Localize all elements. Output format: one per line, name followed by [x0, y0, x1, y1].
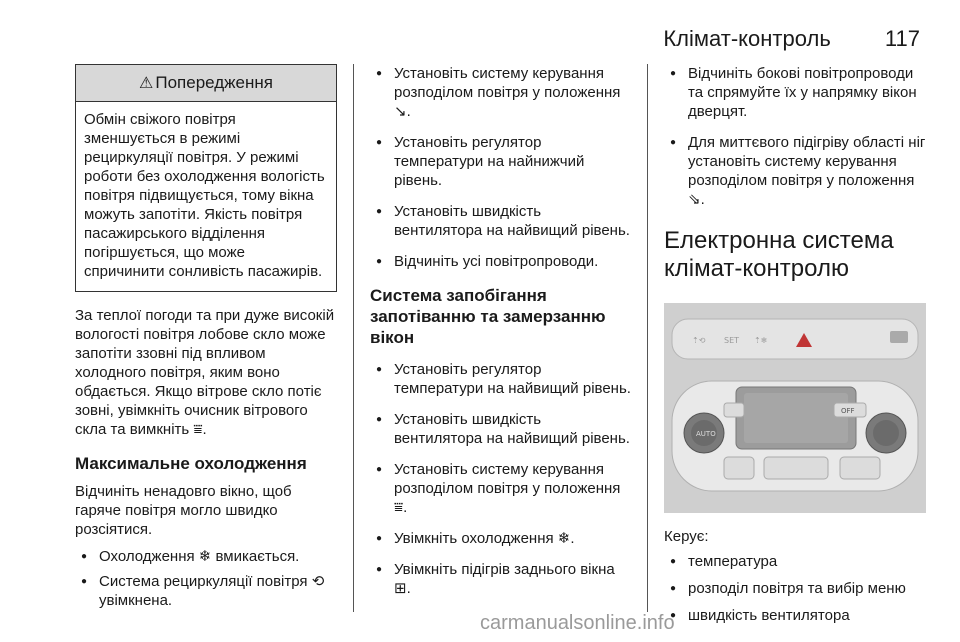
- bullet-list: [370, 64, 632, 271]
- auto-label: AUTO: [696, 430, 716, 438]
- watermark: carmanualsonline.info: [480, 612, 675, 634]
- list-item: ● Установіть систему керування розподілом повітря у положення ⩸.: [370, 460, 632, 517]
- climate-panel-illustration: [664, 303, 926, 513]
- list-item: ● Установіть регулятор температури на найвищий рівень.: [370, 360, 632, 398]
- set-label: SET: [724, 336, 740, 345]
- off-label: OFF: [841, 407, 855, 415]
- warning-icon: ⚠: [139, 75, 154, 92]
- list-item: ● швидкість вентилятора: [664, 606, 926, 625]
- warning-title: Попередження: [155, 73, 273, 92]
- list-item: ● Відчиніть усі повітропроводи.: [370, 252, 632, 271]
- list-item: ● Система рециркуляції повітря ⟲ увімкнена.: [75, 572, 337, 610]
- bullet-list: [664, 552, 926, 625]
- section-heading: Електронна система клімат-контролю: [664, 227, 894, 282]
- paragraph: За теплої погоди та при дуже високій вологості повітря лобове скло може запотіти ззовні під впливом холодного повітря, яким воно обдається. Якщо вітрове скло потіє зовні, увімкніть очисник вітрового скла та вимкніть ⩸.: [75, 307, 335, 438]
- page-number: 117: [884, 26, 920, 51]
- column-2: [370, 64, 632, 598]
- warning-box: [75, 64, 337, 292]
- section-heading: Система запобігання запотіванню та замерзанню вікон: [370, 286, 606, 347]
- paragraph: Відчиніть ненадовго вікно, щоб гаряче повітря могло швидко розсіятися.: [75, 483, 292, 538]
- list-item: ● температура: [664, 552, 926, 571]
- column-1: [75, 64, 337, 610]
- section-title: Клімат-контроль: [663, 26, 831, 51]
- svg-text:⇡❄: ⇡❄: [754, 336, 768, 345]
- column-divider: [353, 64, 354, 612]
- list-item: ● Відчиніть бокові повітропроводи та спрямуйте їх у напрямку вікон дверцят.: [664, 64, 926, 121]
- warning-body: Обмін свіжого повітря зменшується в режимі рециркуляції повітря. У режимі роботи без охолодження вологість повітря підвищується, тому вікна можуть запотіти. Якість повітря пасажирського відділення погіршується, що може спричинити сонливість пасажирів.: [84, 111, 325, 280]
- list-item: ● Увімкніть підігрів заднього вікна ⊞.: [370, 560, 632, 598]
- bullet-list: [370, 360, 632, 598]
- column-divider: [647, 64, 648, 612]
- list-item: ● Установіть регулятор температури на найнижчий рівень.: [370, 133, 632, 190]
- list-item: ● Для миттєвого підігріву області ніг установіть систему керування розподілом повітря у положення ⇘.: [664, 133, 926, 209]
- bullet-list: [75, 547, 337, 610]
- svg-text:⇡⟲: ⇡⟲: [692, 336, 706, 345]
- list-item: ● Установіть систему керування розподілом повітря у положення ↘.: [370, 64, 632, 121]
- column-3: [664, 64, 926, 625]
- list-item: ● Охолодження ❄ вмикається.: [75, 547, 337, 566]
- list-item: ● розподіл повітря та вибір меню: [664, 579, 926, 598]
- page-header: [663, 26, 920, 52]
- warning-header: [76, 65, 336, 102]
- list-item: ● Увімкніть охолодження ❄.: [370, 529, 632, 548]
- list-item: ● Установіть швидкість вентилятора на найвищий рівень.: [370, 410, 632, 448]
- list-item: ● Установіть швидкість вентилятора на найвищий рівень.: [370, 202, 632, 240]
- climate-control-panel-image: [664, 303, 926, 513]
- bullet-list: [664, 64, 926, 209]
- caption: Керує:: [664, 528, 709, 545]
- section-heading: Максимальне охолодження: [75, 454, 307, 473]
